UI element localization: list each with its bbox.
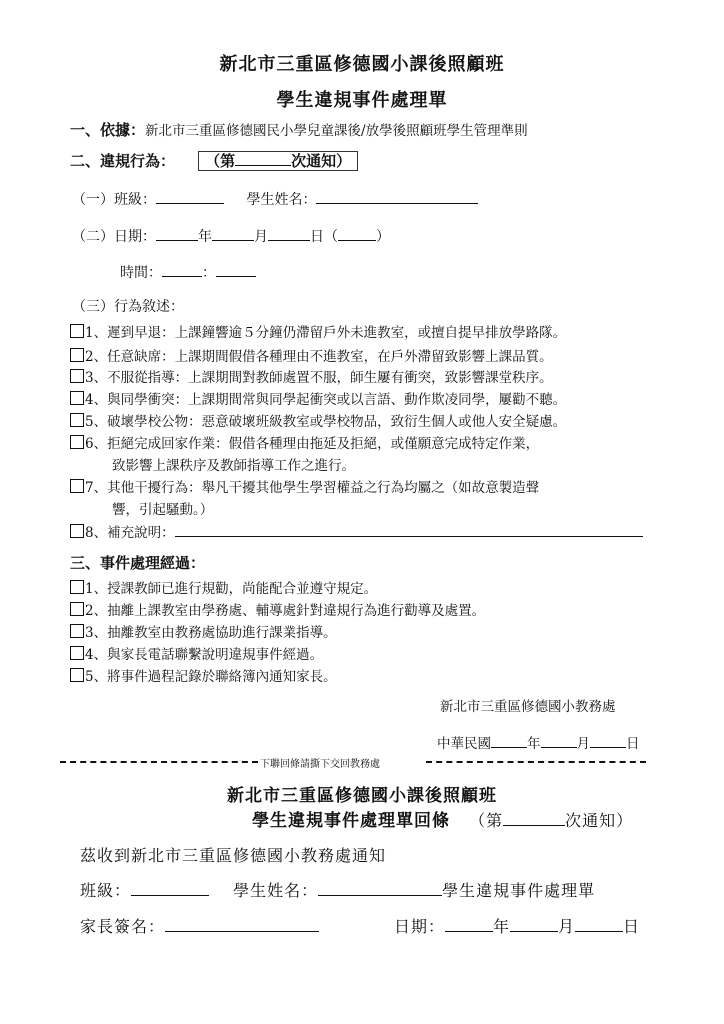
behavior-item-2 bbox=[70, 345, 553, 365]
behavior-text-1: 1、遲到早退：上課鐘響逾５分鐘仍滯留戶外未進教室，或擅自提早排放學路隊。 bbox=[85, 325, 567, 341]
violation-label: 二、違規行為： bbox=[70, 152, 176, 170]
handling-item-4 bbox=[70, 643, 323, 663]
student-label: 學生姓名： bbox=[246, 192, 317, 208]
receipt-student-label: 學生姓名： bbox=[233, 881, 319, 900]
notice-count-box bbox=[198, 151, 358, 171]
behavior-item-1 bbox=[70, 321, 566, 341]
handling-label: 三、事件處理經過： bbox=[70, 554, 206, 572]
receipt-form-name: 學生違規事件處理單 bbox=[442, 881, 596, 900]
time-hour-blank[interactable] bbox=[162, 262, 202, 277]
behavior-text-3: 3、不服從指導：上課期間對教師處置不服，師生屢有衝突，致影響課堂秩序。 bbox=[85, 370, 553, 386]
cut-line-text: 下聯回條請撕下交回教務處 bbox=[260, 759, 380, 770]
date-day-blank[interactable] bbox=[268, 226, 310, 241]
behavior-item-3 bbox=[70, 366, 553, 386]
behavior-checkbox-5[interactable] bbox=[70, 413, 84, 427]
behavior-checkbox-3[interactable] bbox=[70, 369, 84, 383]
notice-prefix: （第 bbox=[205, 152, 236, 170]
behavior-text-6-cont: 致影響上課秩序及教師指導工作之進行。 bbox=[112, 458, 355, 474]
handling-text-5: 5、將事件過程記錄於聯絡簿內通知家長。 bbox=[85, 669, 337, 685]
receipt-notice-suffix: 次通知） bbox=[565, 811, 634, 830]
notice-count-blank[interactable] bbox=[235, 151, 291, 166]
behavior-item-7 bbox=[70, 476, 539, 496]
behavior-text-8: 8、補充說明： bbox=[85, 525, 175, 541]
year-text: 年 bbox=[198, 229, 212, 245]
issue-date-line bbox=[437, 732, 640, 752]
day-text: 日（ bbox=[310, 229, 338, 245]
class-label: （一）班級： bbox=[72, 192, 156, 208]
violation-header bbox=[70, 150, 358, 171]
supplement-blank[interactable] bbox=[175, 522, 643, 537]
receipt-class-line bbox=[80, 878, 595, 901]
behavior-text-6: 6、拒絕完成回家作業：假借各種理由拖延及拒絕，或僅願意完成特定作業， bbox=[85, 436, 540, 452]
receipt-year-blank[interactable] bbox=[445, 915, 493, 932]
behavior-checkbox-2[interactable] bbox=[70, 348, 84, 362]
behavior-checkbox-4[interactable] bbox=[70, 391, 84, 405]
receipt-title: 新北市三重區修德國小課後照顧班 bbox=[227, 786, 497, 806]
handling-checkbox-1[interactable] bbox=[70, 580, 84, 594]
date-label: （二）日期： bbox=[72, 229, 156, 245]
receipt-subtitle: 學生違規事件處理單回條 bbox=[252, 811, 450, 831]
class-line bbox=[72, 189, 478, 209]
handling-item-1 bbox=[70, 577, 377, 597]
receipt-date-label: 日期： bbox=[394, 917, 446, 936]
behavior-text-7-cont: 響，引起騷動。） bbox=[112, 502, 214, 518]
receipt-date-line bbox=[394, 914, 640, 937]
behavior-item-6 bbox=[70, 432, 539, 452]
receipt-notice-blank[interactable] bbox=[503, 809, 565, 826]
paren-close: ） bbox=[376, 229, 390, 245]
issuing-office: 新北市三重區修德國小教務處 bbox=[440, 699, 616, 715]
handling-text-4: 4、與家長電話聯繫說明違規事件經過。 bbox=[85, 647, 324, 663]
time-sep: ： bbox=[202, 265, 216, 281]
receipt-class-blank[interactable] bbox=[131, 879, 209, 896]
issue-month-text: 月 bbox=[576, 736, 590, 752]
issue-day-blank[interactable] bbox=[590, 733, 626, 748]
behavior-checkbox-6[interactable] bbox=[70, 435, 84, 449]
handling-checkbox-2[interactable] bbox=[70, 602, 84, 616]
handling-item-3 bbox=[70, 621, 337, 641]
handling-text-3: 3、抽離教室由教務處協助進行課業指導。 bbox=[85, 625, 337, 641]
receipt-notice-prefix: （第 bbox=[469, 811, 504, 830]
receipt-month-blank[interactable] bbox=[510, 915, 558, 932]
behavior-text-4: 4、與同學衝突：上課期間常與同學起衝突或以言語、動作欺凌同學，屢勸不聽。 bbox=[85, 392, 567, 408]
receipt-subtitle-line bbox=[252, 806, 633, 831]
notice-suffix: 次通知） bbox=[291, 152, 352, 170]
behavior-text-7: 7、其他干擾行為：舉凡干擾其他學生學習權益之行為均屬之（如故意製造聲 bbox=[85, 480, 540, 496]
time-minute-blank[interactable] bbox=[216, 262, 256, 277]
handling-text-2: 2、抽離上課教室由學務處、輔導處針對違規行為進行勸導及處置。 bbox=[85, 603, 486, 619]
handling-item-5 bbox=[70, 665, 337, 685]
cut-line bbox=[60, 755, 646, 769]
receipt-student-blank[interactable] bbox=[318, 879, 442, 896]
issue-year-text: 年 bbox=[527, 736, 541, 752]
date-line bbox=[72, 226, 390, 246]
basis-line bbox=[70, 119, 528, 140]
page-title: 新北市三重區修德國小課後照顧班 bbox=[219, 54, 505, 75]
weekday-blank[interactable] bbox=[338, 226, 376, 241]
handling-checkbox-3[interactable] bbox=[70, 624, 84, 638]
class-blank[interactable] bbox=[156, 189, 224, 204]
behavior-text-5: 5、破壞學校公物：惡意破壞班級教室或學校物品，致衍生個人或他人安全疑慮。 bbox=[85, 414, 567, 430]
cut-dash-right bbox=[426, 761, 646, 763]
student-name-blank[interactable] bbox=[316, 189, 478, 204]
behavior-text-2: 2、任意缺席：上課期間假借各種理由不進教室，在戶外滯留致影響上課品質。 bbox=[85, 349, 553, 365]
parent-sign-blank[interactable] bbox=[165, 915, 319, 932]
receipt-class-label: 班級： bbox=[80, 881, 132, 900]
receipt-day-text: 日 bbox=[623, 917, 641, 936]
issue-day-text: 日 bbox=[626, 736, 640, 752]
behavior-item-5 bbox=[70, 410, 566, 430]
date-month-blank[interactable] bbox=[212, 226, 254, 241]
receipt-day-blank[interactable] bbox=[575, 915, 623, 932]
cut-dash-left bbox=[60, 761, 258, 763]
basis-text: 新北市三重區修德國民小學兒童課後/放學後照顧班學生管理準則 bbox=[145, 123, 528, 139]
time-label: 時間： bbox=[120, 265, 162, 281]
date-year-blank[interactable] bbox=[156, 226, 198, 241]
receipt-year-text: 年 bbox=[493, 917, 511, 936]
behavior-checkbox-8[interactable] bbox=[70, 524, 84, 538]
issue-month-blank[interactable] bbox=[541, 733, 577, 748]
issue-year-blank[interactable] bbox=[491, 733, 527, 748]
handling-checkbox-5[interactable] bbox=[70, 668, 84, 682]
basis-label: 一、依據： bbox=[70, 121, 146, 139]
parent-sign-label: 家長簽名： bbox=[80, 917, 166, 936]
handling-text-1: 1、授課教師已進行規勸，尚能配合並遵守規定。 bbox=[85, 581, 378, 597]
handling-checkbox-4[interactable] bbox=[70, 646, 84, 660]
behavior-item-8 bbox=[70, 521, 643, 541]
issue-date-prefix: 中華民國 bbox=[437, 736, 491, 752]
behavior-item-4 bbox=[70, 388, 566, 408]
receipt-received-text: 茲收到新北市三重區修德國小教務處通知 bbox=[80, 846, 387, 865]
desc-label: （三）行為敘述： bbox=[72, 299, 184, 315]
handling-item-2 bbox=[70, 599, 485, 619]
form-title: 學生違規事件處理單 bbox=[276, 90, 448, 111]
behavior-checkbox-7[interactable] bbox=[70, 479, 84, 493]
time-line bbox=[120, 262, 256, 282]
receipt-month-text: 月 bbox=[558, 917, 576, 936]
month-text: 月 bbox=[254, 229, 268, 245]
receipt-sign-line bbox=[80, 914, 319, 937]
behavior-checkbox-1[interactable] bbox=[70, 324, 84, 338]
